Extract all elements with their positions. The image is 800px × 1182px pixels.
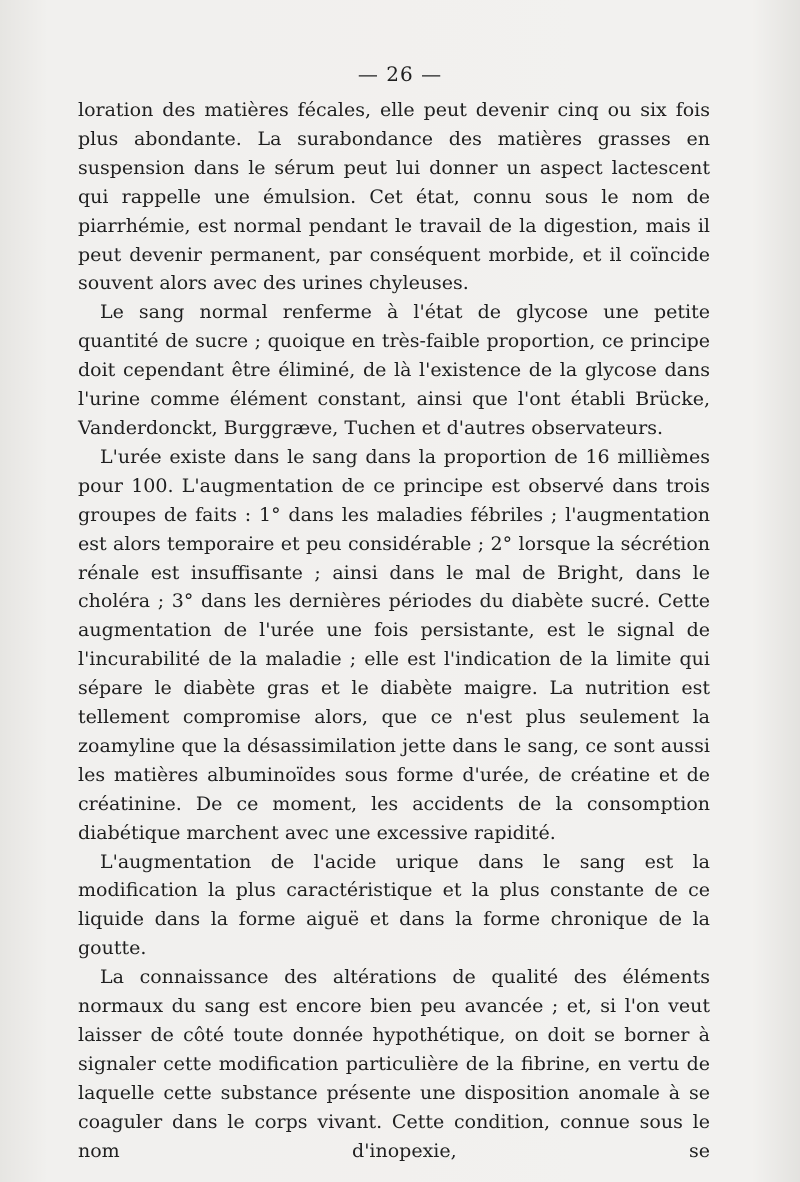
paragraph-3: L'urée existe dans le sang dans la proportion de 16 millièmes pour 100. L'augmentation de ce principe est observé dans trois groupes de faits : 1° dans les maladies fébriles ; l'augmentation est alors temporaire et peu considérable ; 2° lorsque la sécrétion rénale est insuffisante ; ainsi dans le mal de Bright, dans le choléra ; 3° dans les dernières périodes du diabète sucré. Cette augmentation de l'urée une fois persistante, est le signal de l'incurabilité de la maladie ; elle est l'indication de la limite qui sépare le diabète gras et le diabète maigre. La nutrition est tellement compromise alors, que ce n'est plus seulement la zoamyline que la désassimilation jette dans le sang, ce sont aussi les matières albuminoïdes sous forme d'urée, de créatine et de créatinine. De ce moment, les accidents de la consomption diabétique marchent avec une excessive rapidité. — [78, 445, 710, 844]
paragraph-1: loration des matières fécales, elle peut devenir cinq ou six fois plus abondante. La surabondance des matières grasses en suspension dans le sérum peut lui donner un aspect lactescent qui rappelle une émulsion. Cet état, connu sous le nom de piarrhémie, est normal pendant le travail de la digestion, mais il peut devenir permanent, par conséquent morbide, et il coïncide souvent alors avec des urines chyleuses. — [78, 99, 710, 295]
paragraph-4: L'augmentation de l'acide urique dans le sang est la modification la plus caractéristique et la plus constante de ce liquide dans la forme aiguë et dans la forme chronique de la goutte. — [78, 850, 710, 960]
page-number: — 26 — — [357, 62, 443, 86]
paragraph-5: La connaissance des altérations de qualité des éléments normaux du sang est encore bien peu avancée ; et, si l'on veut laisser de côté toute donnée hypothétique, on doit se borner à signaler cette modification particulière de la fibrine, en vertu de laquelle cette substance présente une disposition anomale à se coaguler dans le corps vivant. Cette condition, connue sous le nom d'inopexie, se — [78, 966, 710, 1162]
body-text — [78, 96, 710, 1162]
paragraph-2: Le sang normal renferme à l'état de glycose une petite quantité de sucre ; quoique en très-faible proportion, ce principe doit cependant être éliminé, de là l'existence de la glycose dans l'urine comme élément constant, ainsi que l'ont établi Brücke, Vanderdonckt, Burggræve, Tuchen et d'autres observateurs. — [78, 301, 710, 439]
